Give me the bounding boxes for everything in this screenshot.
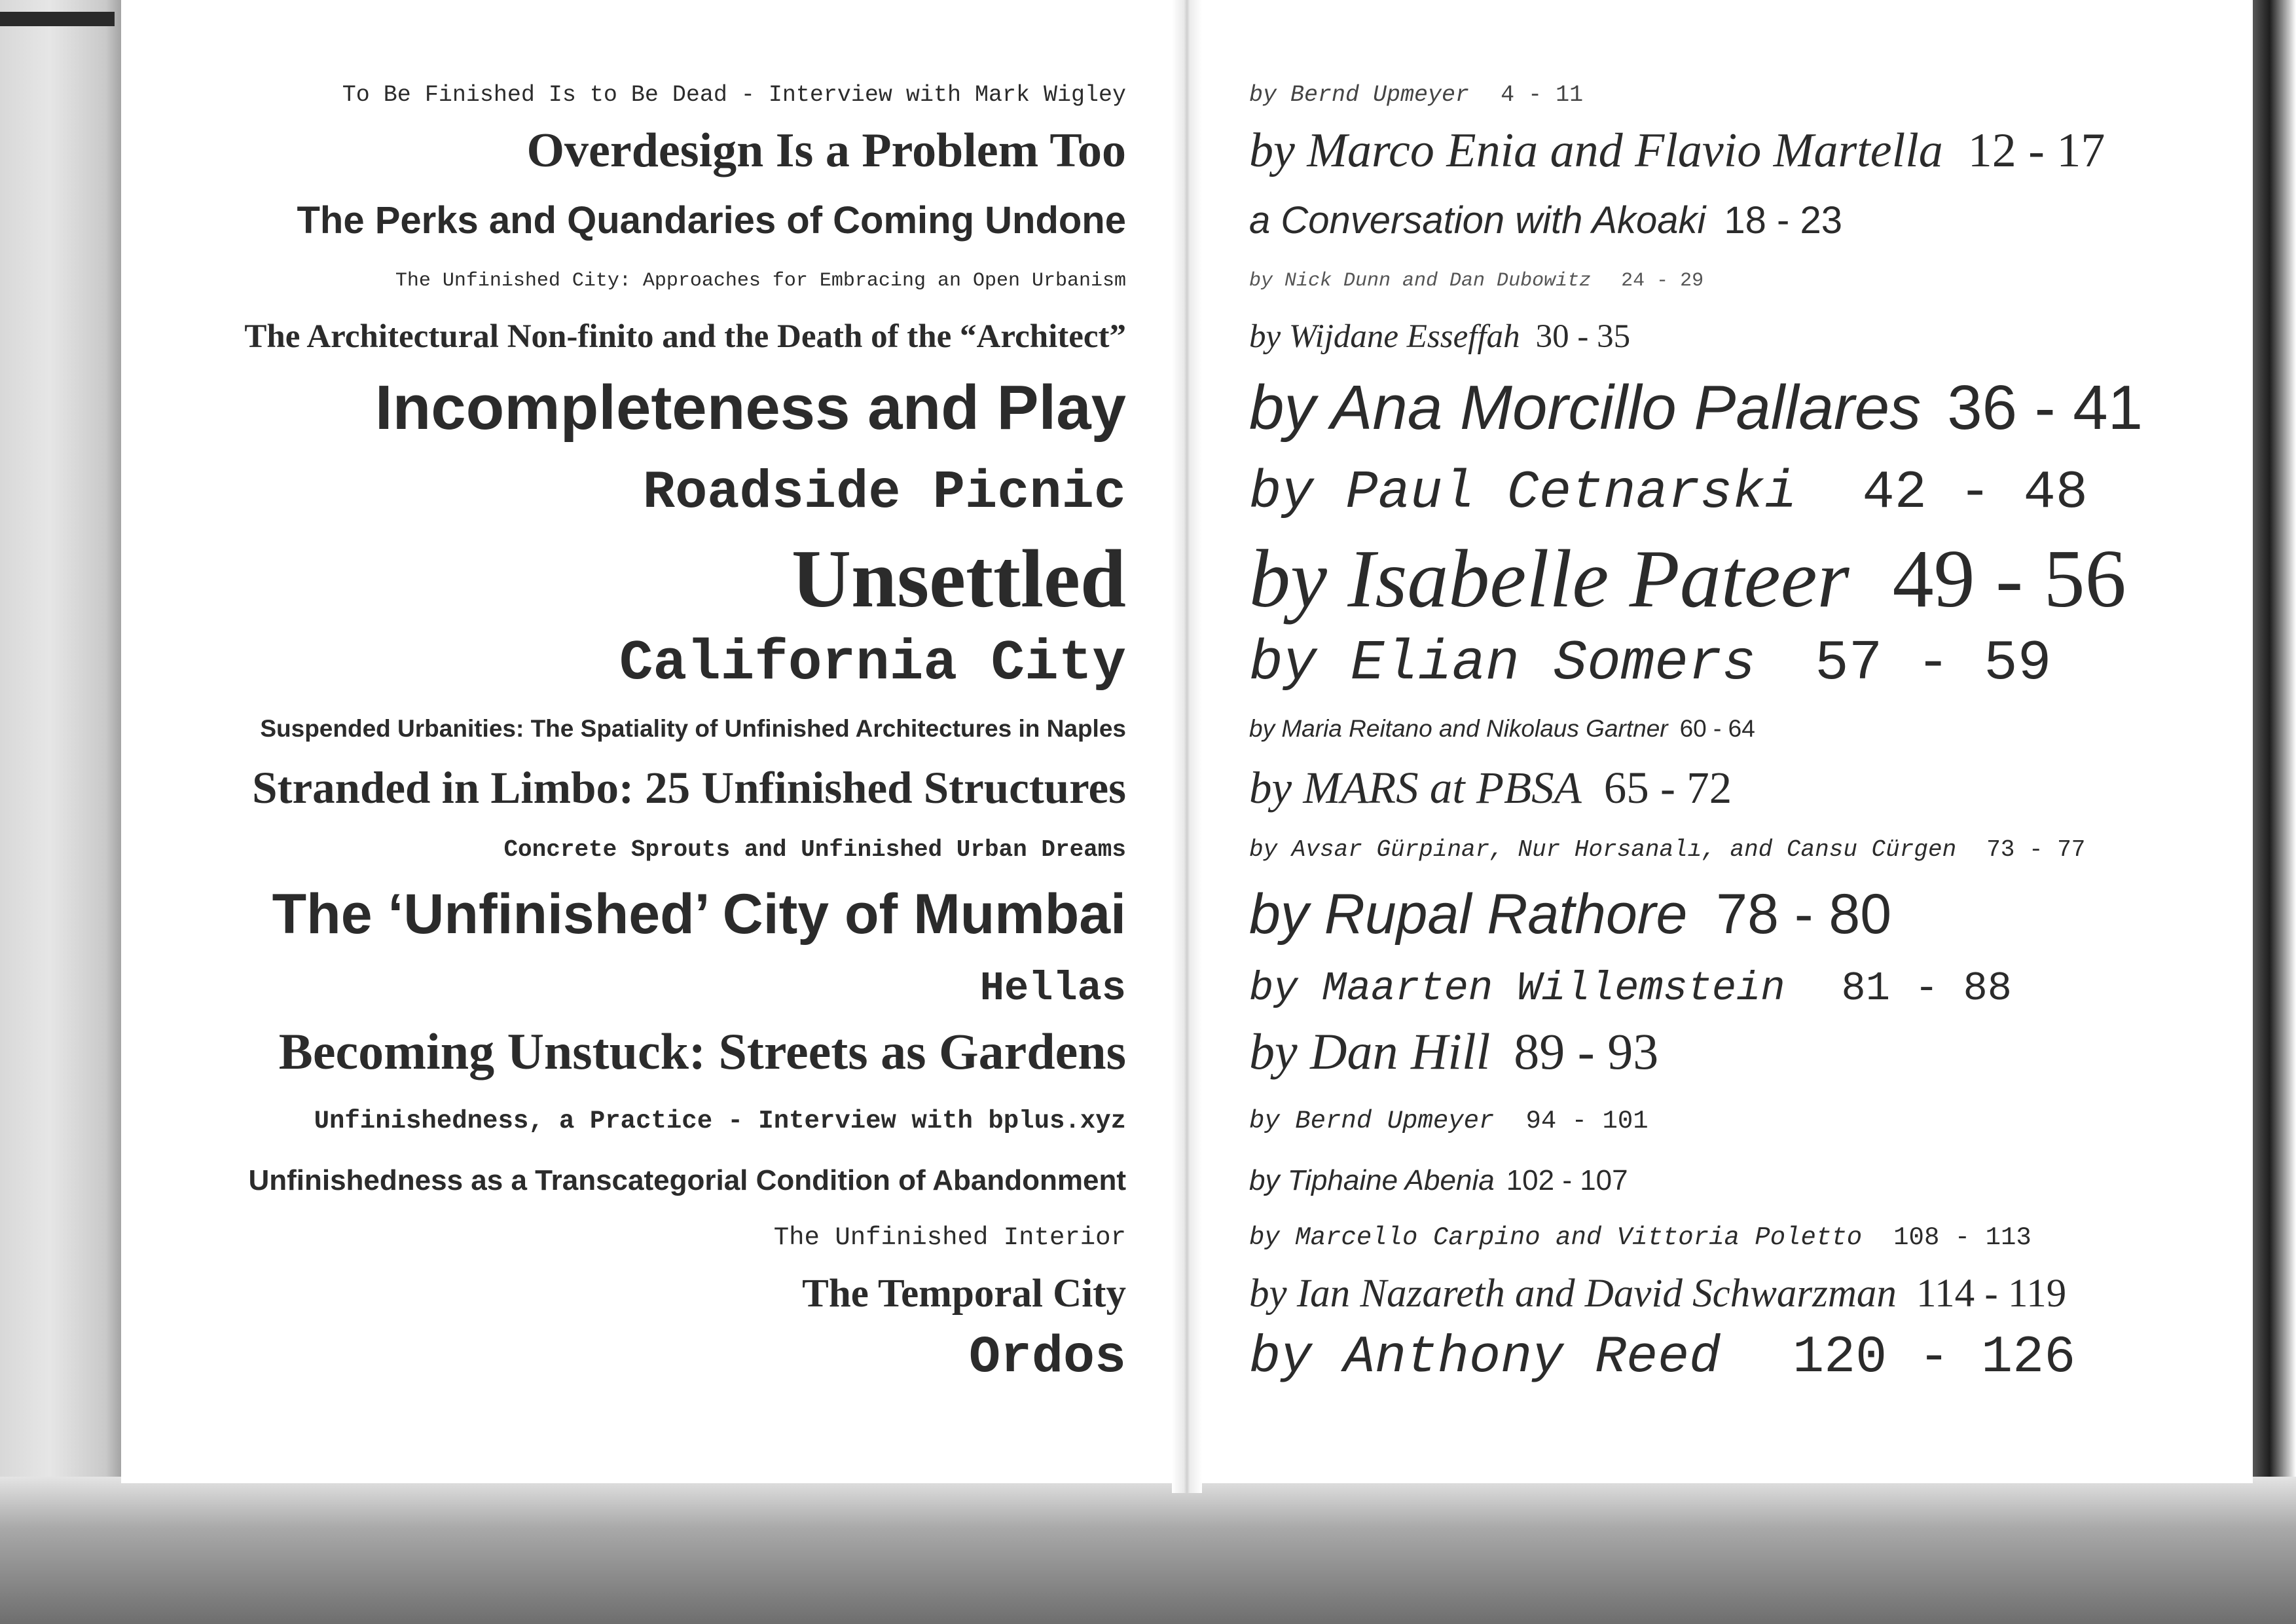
title-line-9: California City [619, 631, 1126, 695]
page-range: 89 - 93 [1514, 1023, 1659, 1080]
page-range: 12 - 17 [1967, 124, 2105, 177]
book-gutter [1172, 0, 1202, 1493]
author-line-10 [1249, 716, 1755, 741]
author-name: by Bernd Upmeyer [1249, 1107, 1495, 1135]
author-line-6 [1249, 373, 2143, 443]
author-line-18 [1249, 1225, 2032, 1251]
author-name: by Bernd Upmeyer [1249, 82, 1470, 108]
title-line-20: Ordos [968, 1328, 1126, 1388]
page-range: 81 - 88 [1841, 965, 2012, 1012]
author-line-3 [1249, 199, 1842, 242]
page-range: 24 - 29 [1621, 270, 1704, 292]
title-line-5: The Architectural Non-finito and the Death of the “Architect” [244, 318, 1126, 355]
author-name: by Tiphaine Abenia [1249, 1164, 1495, 1196]
page-range: 65 - 72 [1603, 763, 1732, 813]
scan-bottom-shadow [0, 1477, 2296, 1624]
page-range: 36 - 41 [1947, 373, 2143, 443]
title-line-8: Unsettled [792, 534, 1126, 625]
page-range: 114 - 119 [1916, 1272, 2067, 1316]
author-name: by Maria Reitano and Nikolaus Gartner [1249, 715, 1668, 742]
title-line-4: The Unfinished City: Approaches for Embracing an Open Urbanism [395, 270, 1126, 292]
title-line-16: Unfinishedness, a Practice - Interview with bplus.xyz [314, 1107, 1126, 1135]
author-line-13 [1249, 883, 1892, 946]
title-line-6: Incompleteness and Play [374, 373, 1126, 443]
title-line-3: The Perks and Quandaries of Coming Undone [297, 199, 1126, 242]
page-range: 42 - 48 [1862, 462, 2088, 523]
author-name: a Conversation with Akoaki [1249, 199, 1706, 242]
author-line-8 [1249, 534, 2126, 625]
page-range: 102 - 107 [1506, 1164, 1628, 1196]
author-name: by Nick Dunn and Dan Dubowitz [1249, 270, 1592, 292]
author-name: by Marcello Carpino and Vittoria Poletto [1249, 1223, 1863, 1252]
title-line-19: The Temporal City [802, 1272, 1126, 1316]
author-line-12 [1249, 838, 2085, 862]
page-range: 49 - 56 [1892, 534, 2126, 625]
author-line-19 [1249, 1274, 2066, 1314]
author-line-2 [1249, 126, 2105, 175]
author-name: by Ian Nazareth and David Schwarzman [1249, 1272, 1897, 1316]
title-line-7: Roadside Picnic [642, 462, 1126, 523]
author-name: by Wijdane Esseffah [1249, 318, 1520, 355]
author-name: by Avsar Gürpinar, Nur Horsanalı, and Cansu Cürgen [1249, 836, 1957, 863]
title-line-15: Becoming Unstuck: Streets as Gardens [278, 1023, 1126, 1080]
author-line-15 [1249, 1023, 1659, 1080]
author-name: by Elian Somers [1249, 631, 1757, 695]
page-range: 108 - 113 [1893, 1223, 2032, 1252]
author-name: by Isabelle Pateer [1249, 534, 1850, 625]
author-line-5 [1249, 320, 1630, 354]
title-line-18: The Unfinished Interior [773, 1223, 1126, 1252]
author-line-7 [1249, 462, 2088, 523]
author-line-1 [1249, 84, 1583, 107]
scan-left-edge [0, 0, 124, 1624]
scan-edge-mark [0, 12, 115, 26]
author-name: by Dan Hill [1249, 1023, 1491, 1080]
title-line-17: Unfinishedness as a Transcategorial Condition of Abandonment [248, 1164, 1126, 1196]
author-line-9 [1249, 631, 2052, 695]
title-line-1: To Be Finished Is to Be Dead - Interview with Mark Wigley [342, 82, 1126, 108]
author-line-4 [1249, 271, 1704, 291]
page-range: 18 - 23 [1724, 199, 1842, 242]
title-line-14: Hellas [979, 965, 1126, 1012]
title-line-10: Suspended Urbanities: The Spatiality of Unfinished Architectures in Naples [260, 715, 1126, 742]
author-name: by Paul Cetnarski [1249, 462, 1797, 523]
author-line-17 [1249, 1166, 1628, 1195]
page-range: 94 - 101 [1525, 1107, 1649, 1135]
page-range: 30 - 35 [1535, 318, 1631, 355]
page-range: 73 - 77 [1986, 836, 2086, 863]
scan-right-edge [2252, 0, 2296, 1624]
author-name: by MARS at PBSA [1249, 763, 1582, 813]
title-line-12: Concrete Sprouts and Unfinished Urban Dreams [503, 836, 1126, 863]
title-line-11: Stranded in Limbo: 25 Unfinished Structures [252, 763, 1126, 813]
author-line-14 [1249, 965, 2012, 1012]
author-name: by Rupal Rathore [1249, 883, 1688, 946]
author-line-20 [1249, 1328, 2076, 1388]
page-range: 120 - 126 [1793, 1328, 2076, 1388]
page-range: 60 - 64 [1679, 715, 1755, 742]
page-range: 57 - 59 [1815, 631, 2052, 695]
title-line-2: Overdesign Is a Problem Too [526, 124, 1126, 177]
page-range: 4 - 11 [1501, 82, 1584, 108]
author-name: by Marco Enia and Flavio Martella [1249, 124, 1943, 177]
page-range: 78 - 80 [1716, 883, 1892, 946]
author-name: by Anthony Reed [1249, 1328, 1721, 1388]
author-name: by Maarten Willemstein [1249, 965, 1785, 1012]
author-name: by Ana Morcillo Pallares [1249, 373, 1922, 443]
author-line-16 [1249, 1109, 1649, 1134]
author-line-11 [1249, 763, 1732, 813]
title-line-13: The ‘Unfinished’ City of Mumbai [272, 883, 1126, 946]
